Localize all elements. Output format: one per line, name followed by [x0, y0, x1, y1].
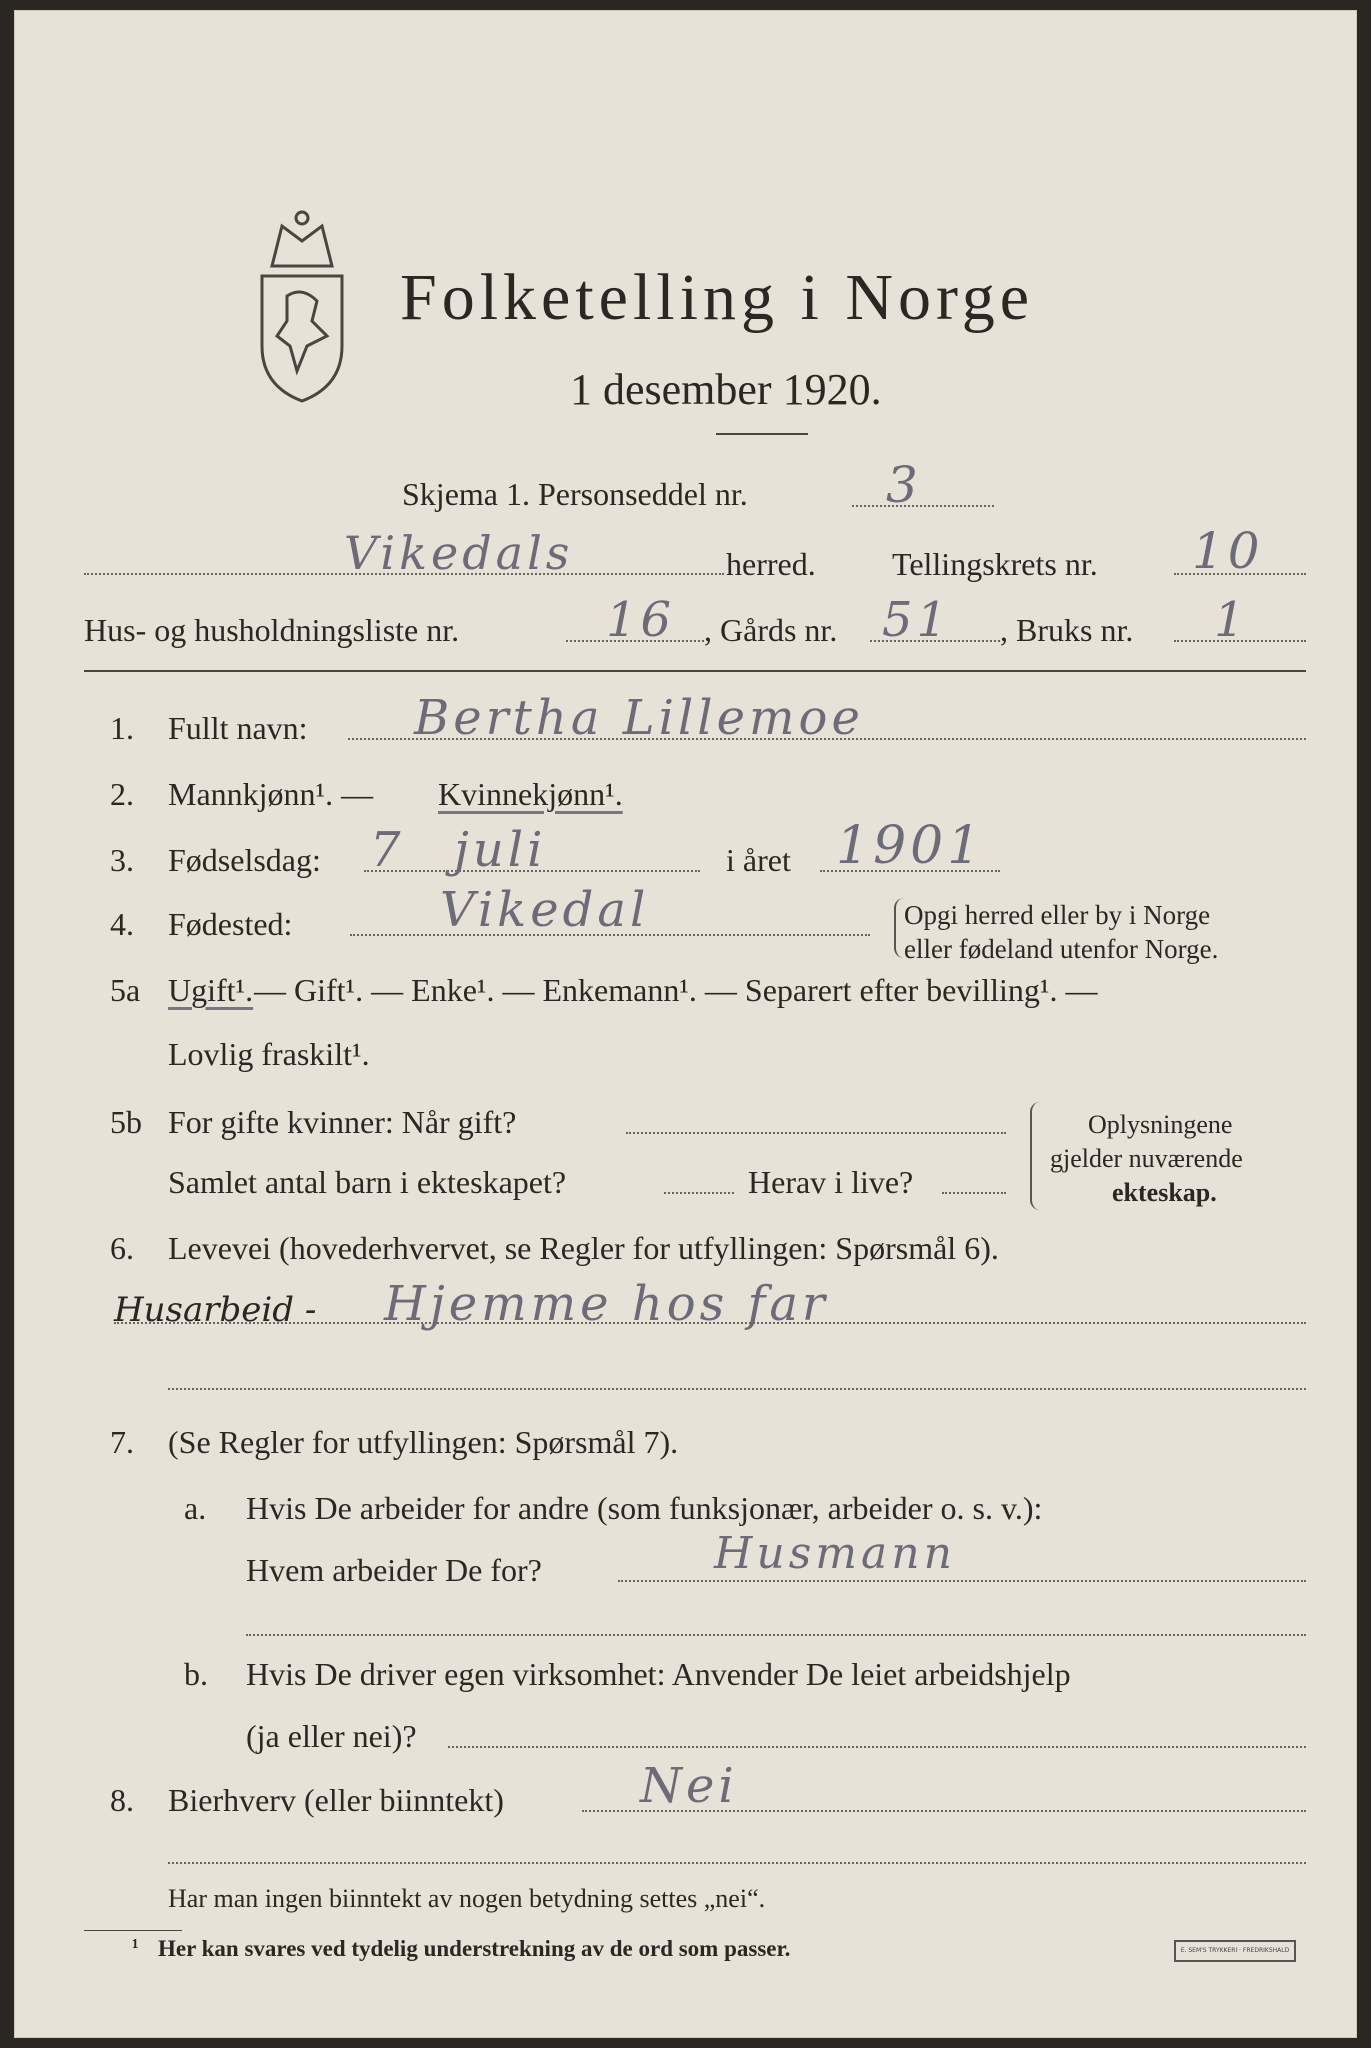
- personseddel-field[interactable]: [852, 505, 994, 507]
- q4-number: 4.: [110, 906, 134, 942]
- coat-of-arms-icon: [232, 196, 372, 416]
- tellingskrets-value: 10: [1192, 522, 1264, 580]
- q5b-label-children: Samlet antal barn i ekteskapet?: [168, 1164, 567, 1200]
- q7b-label: (ja eller nei)?: [246, 1718, 417, 1754]
- side-income-value: Nei: [640, 1758, 738, 1814]
- title-divider: [716, 433, 808, 435]
- occupation-value: Hjemme hos far: [384, 1276, 829, 1332]
- q5b-note-2: gjelder nuværende: [1050, 1144, 1243, 1173]
- footnote-rule: [84, 1930, 182, 1931]
- q3-label: Fødselsdag:: [168, 842, 321, 878]
- footnote-text: Her kan svares ved tydelig understrekning av de ord som passer.: [158, 1936, 791, 1961]
- q7a-text: Hvis De arbeider for andre (som funksjonær, arbeider o. s. v.):: [246, 1490, 1043, 1526]
- employer-field[interactable]: [618, 1580, 1306, 1582]
- full-name-value: Bertha Lillemoe: [414, 690, 864, 746]
- q7b-letter: b.: [184, 1656, 208, 1692]
- occupation-field-1[interactable]: [114, 1322, 1306, 1324]
- bruks-label: , Bruks nr.: [1000, 612, 1134, 648]
- footer-note: Har man ingen biinntekt av nogen betydning settes „nei“.: [168, 1884, 766, 1913]
- married-when-field[interactable]: [626, 1132, 1006, 1134]
- q7a-letter: a.: [184, 1490, 207, 1526]
- gender-male[interactable]: Mannkjønn¹. —: [168, 776, 374, 812]
- q1-label: Fullt navn:: [168, 710, 308, 746]
- census-date: 1 desember 1920.: [570, 365, 882, 414]
- alive-field[interactable]: [942, 1192, 1006, 1194]
- gender-female[interactable]: Kvinnekjønn¹.: [438, 776, 623, 812]
- gards-label: , Gårds nr.: [704, 612, 838, 648]
- herred-label: herred.: [726, 546, 816, 582]
- birth-day: 7: [370, 822, 405, 878]
- q4-note-1: Opgi herred eller by i Norge: [904, 900, 1211, 930]
- q5b-note-3: ekteskap.: [1112, 1178, 1217, 1207]
- year-label: i året: [726, 842, 791, 878]
- q5b-label-married: For gifte kvinner: Når gift?: [168, 1104, 517, 1140]
- personseddel-value: 3: [886, 456, 922, 514]
- form-title: Folketelling i Norge: [400, 261, 1035, 334]
- employer-field-2[interactable]: [246, 1634, 1306, 1636]
- q5b-brace: [1030, 1102, 1042, 1210]
- hus-label: Hus- og husholdningsliste nr.: [84, 612, 460, 648]
- printer-stamp: E. SEM'S TRYKKERI · FREDRIKSHALD: [1174, 1940, 1296, 1962]
- q4-note-2: eller fødeland utenfor Norge.: [904, 934, 1219, 964]
- children-field[interactable]: [664, 1192, 734, 1194]
- q8-number: 8.: [110, 1782, 134, 1818]
- q2-number: 2.: [110, 776, 134, 812]
- q3-number: 3.: [110, 842, 134, 878]
- tellingskrets-label: Tellingskrets nr.: [892, 546, 1098, 582]
- occupation-field-2[interactable]: [168, 1388, 1306, 1390]
- birth-year: 1901: [836, 816, 985, 876]
- q7-number: 7.: [110, 1424, 134, 1460]
- q7a-label: Hvem arbeider De for?: [246, 1552, 542, 1588]
- hus-value: 16: [606, 592, 676, 648]
- q6-number: 6.: [110, 1230, 134, 1266]
- employer-value: Husmann: [714, 1528, 956, 1579]
- q5b-note-1: Oplysningene: [1088, 1110, 1233, 1139]
- status-options[interactable]: — Gift¹. — Enke¹. — Enkemann¹. — Separert efter bevilling¹. —: [254, 972, 1098, 1008]
- status-fraskilt[interactable]: Lovlig fraskilt¹.: [168, 1036, 370, 1072]
- gards-value: 51: [882, 592, 952, 648]
- q5b-label-alive: Herav i live?: [748, 1164, 914, 1200]
- q5b-number: 5b: [110, 1104, 142, 1140]
- q8-label: Bierhverv (eller biinntekt): [168, 1782, 504, 1818]
- birthplace-value: Vikedal: [440, 882, 650, 938]
- occupation-prefix: Husarbeid -: [114, 1290, 317, 1330]
- q7b-text: Hvis De driver egen virksomhet: Anvender De leiet arbeidshjelp: [246, 1656, 1071, 1692]
- status-ugift[interactable]: Ugift¹.: [168, 972, 254, 1008]
- footnote-marker: ¹: [132, 1934, 139, 1959]
- q5a-number: 5a: [110, 972, 141, 1008]
- q1-number: 1.: [110, 710, 134, 746]
- skjema-label: Skjema 1. Personseddel nr.: [402, 476, 748, 512]
- birth-month: juli: [454, 822, 547, 878]
- municipality-value: Vikedals: [344, 526, 574, 580]
- side-income-field-2[interactable]: [168, 1862, 1306, 1864]
- hired-help-field[interactable]: [448, 1746, 1306, 1748]
- header-divider: [84, 670, 1306, 672]
- q7-label: (Se Regler for utfyllingen: Spørsmål 7).: [168, 1424, 679, 1460]
- census-form: [14, 10, 1357, 2038]
- bruks-value: 1: [1214, 592, 1249, 648]
- q6-label: Levevei (hovederhvervet, se Regler for utfyllingen: Spørsmål 6).: [168, 1230, 999, 1266]
- q4-label: Fødested:: [168, 906, 293, 942]
